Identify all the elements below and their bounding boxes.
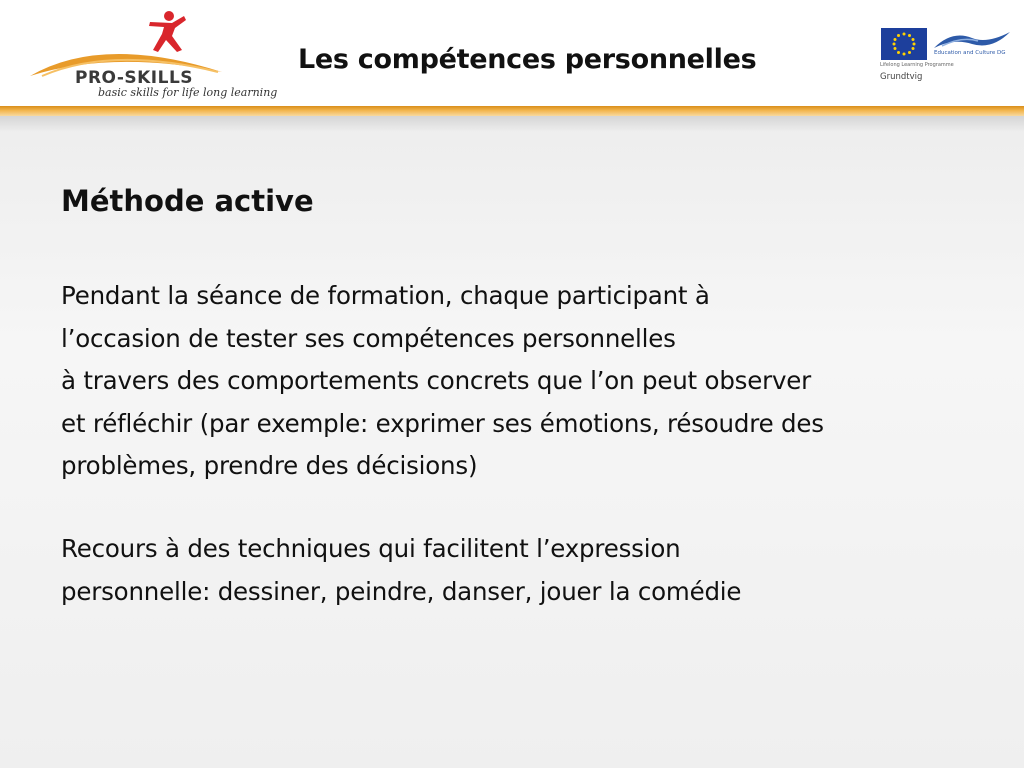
paragraph-techniques: [61, 528, 1011, 613]
paragraph-line: Pendant la séance de formation, chaque participant à: [61, 281, 710, 310]
slide-header: [0, 0, 1024, 108]
paragraph-line: problèmes, prendre des décisions): [61, 451, 478, 480]
page-title: Les compétences personnelles: [298, 44, 757, 75]
paragraph-line: et réfléchir (par exemple: exprimer ses émotions, résoudre des: [61, 408, 824, 438]
pro-skills-logo: [22, 6, 278, 102]
grundtvig-logo: [878, 26, 1016, 86]
program-label: Education and Culture DG: [934, 50, 1006, 56]
paragraph-line: à travers des comportements concrets que l’on peut observer: [61, 366, 812, 395]
grundtvig-label: Grundtvig: [880, 72, 923, 82]
logo-name: PRO-SKILLS: [75, 68, 194, 88]
paragraph-line: Recours à des techniques qui facilitent l’expression: [61, 534, 681, 563]
header-divider: [0, 106, 1024, 116]
grundtvig-swoosh-icon: [932, 28, 1012, 52]
header-shadow: [0, 116, 1024, 132]
paragraph-active-method: [61, 275, 1011, 488]
logo-tagline: basic skills for life long learning: [98, 86, 278, 99]
paragraph-line: personnelle: dessiner, peindre, danser, jouer la comédie: [61, 576, 742, 606]
paragraph-line: l’occasion de tester ses compétences personnelles: [61, 323, 676, 353]
program-subline: Lifelong Learning Programme: [880, 62, 954, 68]
section-heading: Méthode active: [61, 184, 314, 218]
eu-flag-icon: [881, 28, 927, 60]
